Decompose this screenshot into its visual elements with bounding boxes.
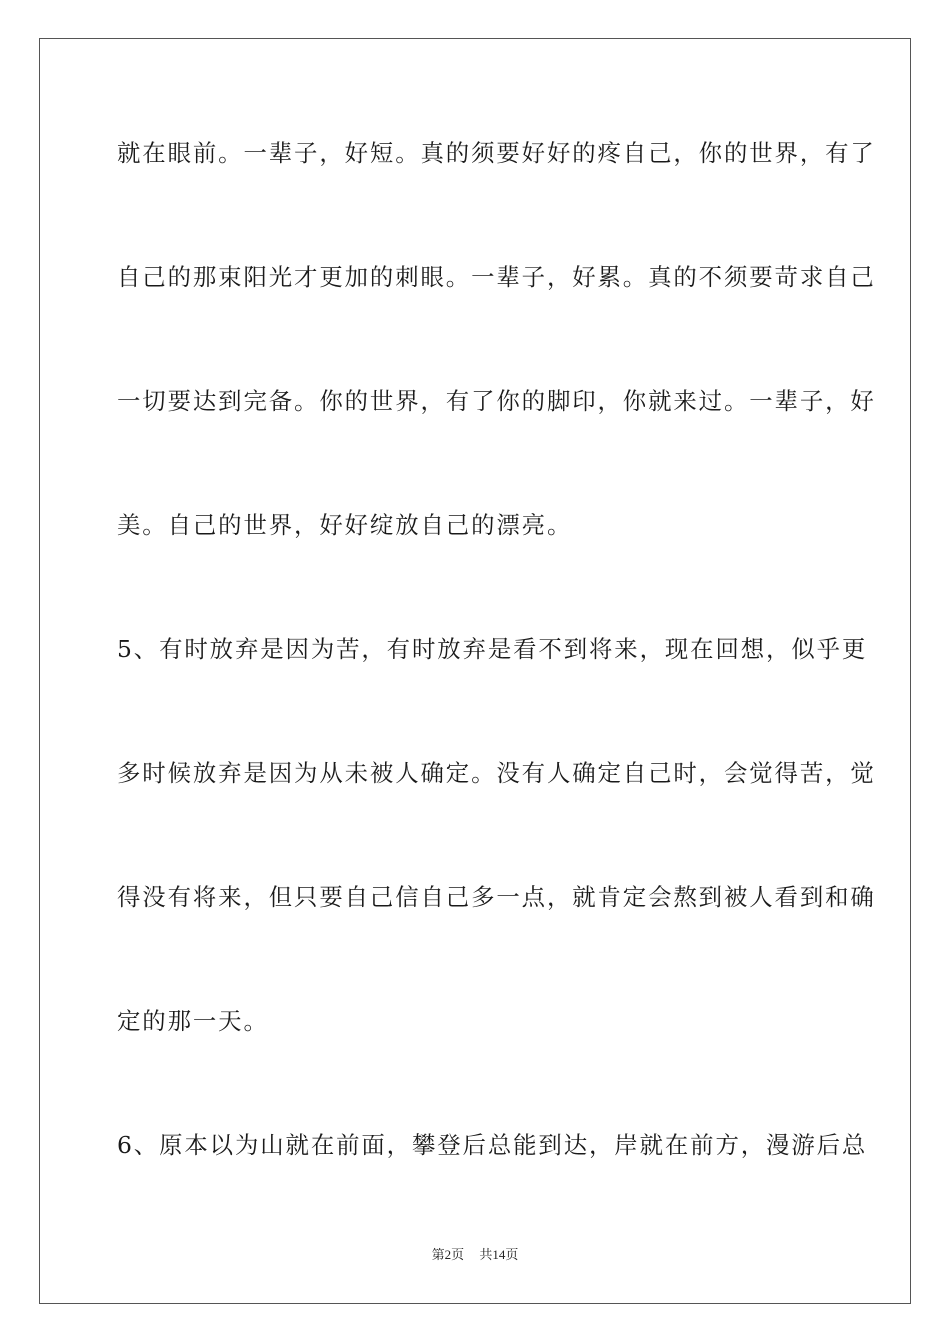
text-line: 一切要达到完备。你的世界，有了你的脚印，你就来过。一辈子，好 xyxy=(117,387,876,415)
text-line: 5、有时放弃是因为苦，有时放弃是看不到将来，现在回想，似乎更 xyxy=(117,635,868,663)
text-line: 就在眼前。一辈子，好短。真的须要好好的疼自己，你的世界，有了 xyxy=(117,139,876,167)
page-number: 第2页 xyxy=(431,1247,465,1262)
text-line: 得没有将来，但只要自己信自己多一点，就肯定会熬到被人看到和确 xyxy=(117,883,876,911)
page-footer xyxy=(0,1244,950,1263)
text-line: 定的那一天。 xyxy=(117,1007,269,1035)
page-total: 共14页 xyxy=(479,1247,519,1262)
text-line: 6、原本以为山就在前面，攀登后总能到达，岸就在前方，漫游后总 xyxy=(117,1131,868,1159)
text-line: 自己的那束阳光才更加的刺眼。一辈子，好累。真的不须要苛求自己 xyxy=(117,263,876,291)
text-line: 多时候放弃是因为从未被人确定。没有人确定自己时，会觉得苦，觉 xyxy=(117,759,876,787)
document-body xyxy=(117,128,876,1244)
text-line: 美。自己的世界，好好绽放自己的漂亮。 xyxy=(117,511,573,539)
